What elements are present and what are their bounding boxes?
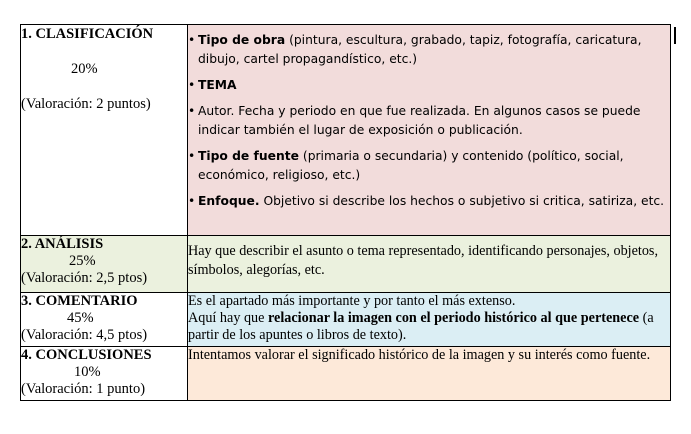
list-item: • Tipo de obra (pintura, escultura, grabado, tapiz, fotografía, caricatura, dibujo, cartel propagandístico, etc.) bbox=[188, 31, 670, 69]
section-label-cell bbox=[21, 25, 188, 236]
section-description: Intentamos valorar el significado histórico de la imagen y su interés como fuente. bbox=[188, 347, 651, 363]
section-content-cell bbox=[188, 347, 671, 401]
section-label-cell bbox=[21, 347, 188, 401]
section-label-cell bbox=[21, 293, 188, 347]
section-title: 1. CLASIFICACIÓN bbox=[21, 26, 154, 42]
list-item: • Enfoque. Objetivo si describe los hechos o subjetivo si critica, satiriza, etc. bbox=[188, 192, 670, 211]
table-row-comentario bbox=[21, 293, 671, 347]
section-content-cell bbox=[188, 25, 671, 236]
section-valuation: (Valoración: 2 puntos) bbox=[21, 96, 151, 112]
section-percent: 10% bbox=[74, 364, 101, 380]
list-item: • TEMA bbox=[188, 76, 670, 95]
section-title: 4. CONCLUSIONES bbox=[21, 347, 152, 363]
section-valuation: (Valoración: 1 punto) bbox=[21, 381, 146, 397]
list-item: • Tipo de fuente (primaria o secundaria) y contenido (político, social, económico, religioso, etc.) bbox=[188, 147, 670, 185]
section-percent: 20% bbox=[71, 61, 98, 77]
section-description-line1: Es el apartado más importante y por tanto el más extenso. bbox=[188, 293, 516, 309]
section-content-cell bbox=[188, 293, 671, 347]
section-description-line2: Aquí hay que relacionar la imagen con el periodo histórico al que pertenece (a partir de los apuntes o libros de texto). bbox=[188, 310, 654, 343]
section-content-cell bbox=[188, 236, 671, 293]
section-valuation: (Valoración: 4,5 ptos) bbox=[21, 327, 148, 343]
section-valuation: (Valoración: 2,5 ptos) bbox=[21, 270, 148, 286]
section-description: Hay que describir el asunto o tema representado, identificando personajes, objetos, símbolos, alegorías, etc. bbox=[188, 243, 659, 278]
section-label-cell bbox=[21, 236, 188, 293]
section-percent: 25% bbox=[69, 253, 96, 269]
list-item: • Autor. Fecha y periodo en que fue realizada. En algunos casos se puede indicar también el lugar de exposición o publicación. bbox=[188, 102, 670, 140]
table-row-conclusiones bbox=[21, 347, 671, 401]
text-cursor bbox=[674, 27, 676, 44]
section-title: 3. COMENTARIO bbox=[21, 293, 138, 309]
section-title: 2. ANÁLISIS bbox=[21, 236, 104, 252]
table-row-clasificacion bbox=[21, 25, 671, 236]
table-row-analisis bbox=[21, 236, 671, 293]
bullet-list bbox=[188, 31, 670, 211]
evaluation-rubric-table bbox=[20, 24, 671, 401]
section-percent: 45% bbox=[67, 310, 94, 326]
